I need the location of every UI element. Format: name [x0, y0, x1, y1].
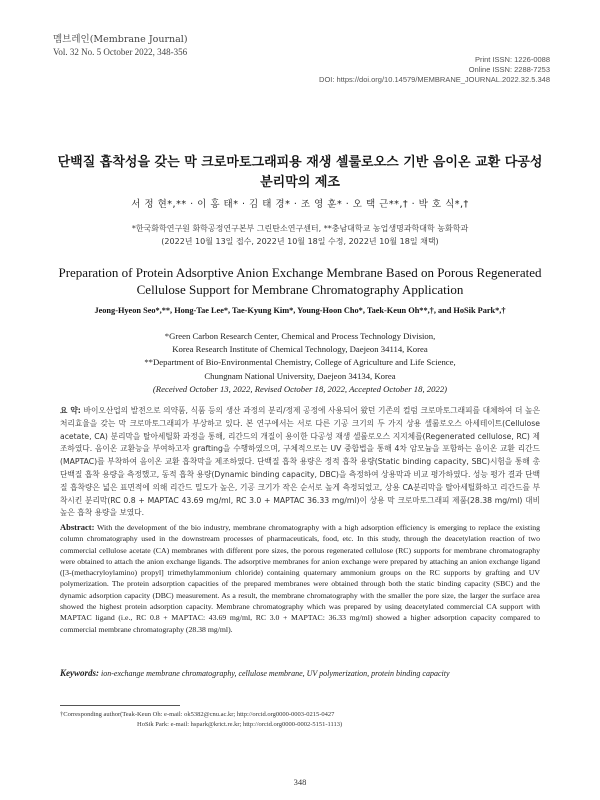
footnote-divider: [60, 705, 180, 706]
korean-abstract-label: 요 약:: [60, 406, 81, 415]
affil-line1: *Green Carbon Research Center, Chemical and Process Technology Division,: [164, 331, 436, 341]
english-title-line2: Cellulose Support for Membrane Chromatography Application: [136, 282, 464, 297]
english-abstract: [60, 522, 540, 635]
english-dates: (Received October 13, 2022, Revised October 18, 2022, Accepted October 18, 2022): [152, 383, 448, 394]
korean-authors: 서 정 현*,** · 이 홍 태* · 김 태 경* · 조 영 훈* · 오 택 근**,† · 박 호 식*,†: [131, 199, 469, 210]
keywords-text: ion-exchange membrane chromatography, cellulose membrane, UV polymerization, protein binding capacity: [101, 669, 450, 678]
keywords: [60, 668, 550, 678]
korean-abstract: [60, 405, 540, 520]
online-issn: Online ISSN: 2288-7253: [468, 65, 550, 74]
footnote-line1: †Corresponding author(Teak-Keun Oh: e-mail: ok5382@cnu.ac.kr; http://orcid.org0000-0003-0215-0427: [60, 711, 335, 718]
affil-line4: Chungnam National University, Daejeon 34134, Korea: [204, 370, 396, 381]
english-affiliation: [0, 330, 600, 396]
volume-line: Vol. 32 No. 5 October 2022, 348-356: [53, 47, 188, 57]
english-abstract-label: Abstract:: [60, 522, 95, 532]
korean-title: [0, 153, 600, 193]
english-authors: Jeong-Hyeon Seo*,**, Hong-Tae Lee*, Tae-Kyung Kim*, Young-Hoon Cho*, Taek-Keun Oh**,†, and HoSik Park*,†: [94, 306, 506, 315]
affil-line3: **Department of Bio-Environmental Chemistry, College of Agriculture and Life Science,: [144, 357, 456, 368]
affil-line2: Korea Research Institute of Chemical Technology, Daejeon 34114, Korea: [172, 344, 428, 355]
korean-title-line2: 분리막의 제조: [260, 175, 340, 190]
korean-title-line1: 단백질 흡착성을 갖는 막 크로마토그래피용 재생 셀룰로오스 기반 음이온 교환 다공성: [57, 155, 543, 170]
issn-block: [319, 55, 550, 85]
korean-abstract-text: 바이오산업의 발전으로 의약품, 식품 등의 생산 과정의 분리/정제 공정에 사용되어 왔던 기존의 컬럼 크로마토그래피를 대체하여 더 높은 처리효율을 갖는 막 크로마토그래피가 부상하고 있다. 본 연구에서는 서로 다른 기공 크기의 두 가지 상용 셀룰로오스 아세테이트(Cellulose acetate, CA) 분리막을 탈아세틸화 과정을 통해, 리간드의 개질이 용이한 다공성 재생 셀룰로오스 지지체를(Regenerated cellulose, RC) 제조하였다. 음이온 교환능을 부여하고자 grafting을 수행하였으며, 구체적으로는 UV 중합법을 통해 4차 암모늄을 포함하는 음이온 교환 리간드(MAPTAC)를 부착하여 음이온 교환 흡착막을 제조하였다. 단백질 흡착 용량은 정적 흡착 용량(Static binding capacity, SBC)시험을 통해 총 단백질 흡착 용량을 측정했고, 동적 흡착 용량(Dynamic binding capacity, DBC)을 측정하여 상용막과 비교 평가하였다. 성능 평가 결과 단백질 흡착량은 넓은 표면적에 의해 리간드 밀도가 높은, 기공 크기가 작은 순서로 높게 측정되었고, 상용 CA분리막을 탈아세틸화하고 리간드를 부착시킨 분리막(RC 0.8 + MAPTAC 43.69 mg/ml, RC 3.0 + MAPTAC 36.33 mg/ml)이 상용 막 크로마토그래피 제품(28.38 mg/ml) 대비 높은 흡착 용량을 보였다.: [60, 406, 540, 518]
korean-dates: (2022년 10월 13일 접수, 2022년 10월 18일 수정, 2022년 10월 18일 채택): [161, 237, 439, 246]
english-title: [20, 264, 580, 298]
korean-affiliation: [0, 222, 600, 248]
print-issn: Print ISSN: 1226-0088: [474, 55, 550, 64]
keywords-label: Keywords:: [60, 668, 99, 678]
journal-name: 멤브레인(Membrane Journal): [53, 34, 188, 45]
footnote: [60, 710, 342, 730]
footnote-line2: HoSik Park: e-mail: hspark@krict.re.kr; http://orcid.org0000-0002-5151-1113): [137, 721, 343, 728]
doi-link[interactable]: DOI: https://doi.org/10.14579/MEMBRANE_JOURNAL.2022.32.5.348: [319, 75, 550, 84]
korean-affiliation-text: *한국화학연구원 화학공정연구본부 그린탄소연구센터, **충남대학교 농업생명과학대학 농화학과: [131, 224, 469, 233]
page-number: 348: [293, 777, 307, 787]
english-abstract-text: With the development of the bio industry, membrane chromatography with a high adsorption efficiency is emerging to replace the existing column chromatography used in the downstream processes of pharmaceuticals, food, etc. In this study, through the deacetylation reaction of two commercial cellulose acetate (CA) membranes with different pore sizes, the porous regenerated cellulose (RC) supports for membrane chromatography were obtained to attach the anion exchange ligands. The adsorptive membranes for anion exchange were prepared by attaching an anion exchange ligand ([3-(methacryloylamino) propyl] trimethylammonium chloride) containing quaternary ammonium groups on the RC supports by grafting and UV polymerization. The protein adsorption capacities of the prepared membranes were obtained through both the static binding capacity (SBC) and the dynamic adsorption capacity (DBC) measurement. As a result, the membrane chromatography with the smaller the pore size, the larger the surface area showed the highest protein adsorption capacity. Membrane chromatography which was prepared by using deacetylated commercial CA support with MAPTAC ligand (i.e., RC 0.8 + MAPTAC: 43.69 mg/ml, RC 3.0 + MAPTAC: 36.33 mg/ml) showed a higher adsorption capacity compared to commercial membrane chromatography (28.38 mg/ml).: [60, 523, 540, 634]
english-title-line1: Preparation of Protein Adsorptive Anion Exchange Membrane Based on Porous Regenerated: [58, 265, 542, 280]
